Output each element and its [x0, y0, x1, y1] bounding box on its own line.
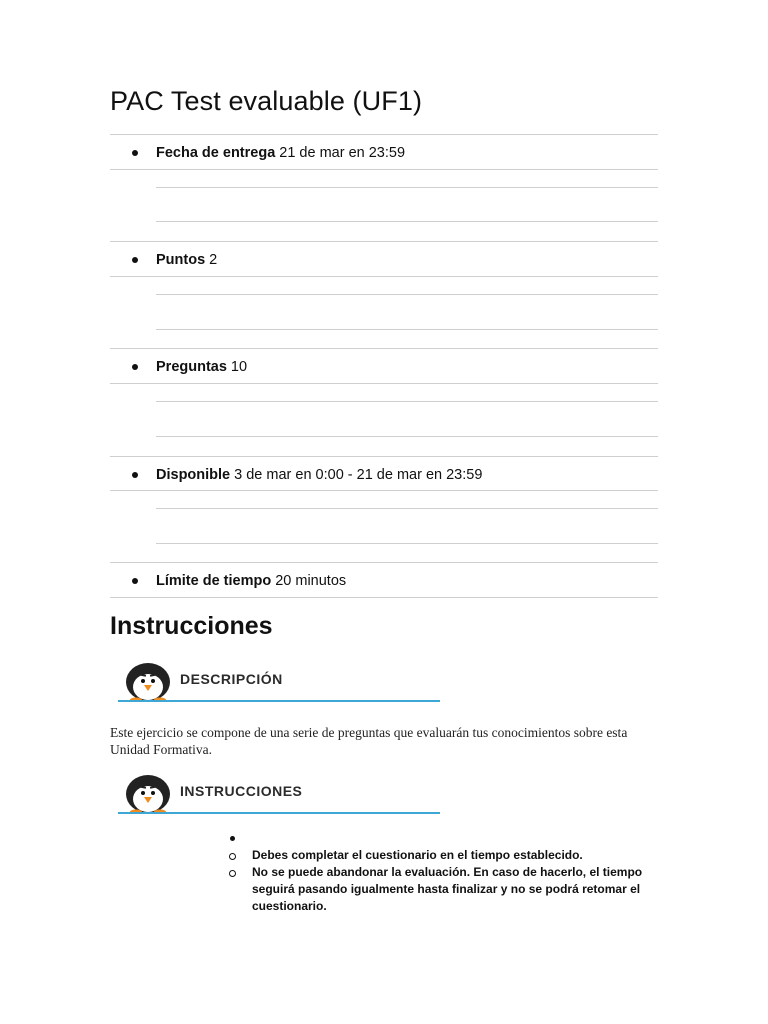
detail-questions — [110, 350, 658, 384]
page-title: PAC Test evaluable (UF1) — [110, 86, 423, 116]
detail-label: Puntos — [156, 252, 206, 268]
detail-value: 21 de mar en 23:59 — [279, 145, 406, 161]
detail-value: 20 minutos — [275, 573, 347, 589]
detail-value: 2 — [209, 252, 218, 268]
bullet-icon — [132, 472, 138, 478]
detail-due-date — [110, 136, 658, 170]
detail-time-limit — [110, 564, 658, 598]
circle-bullet-icon — [229, 853, 236, 860]
instruction-text: Debes completar el cuestionario en el tiempo establecido. — [252, 848, 583, 862]
instructions-heading: Instrucciones — [110, 612, 273, 640]
bullet-icon — [132, 364, 138, 370]
bullet-icon — [230, 836, 235, 841]
banner-label: DESCRIPCIÓN — [180, 671, 283, 687]
divider — [110, 241, 658, 242]
divider — [110, 456, 658, 457]
divider — [156, 543, 658, 544]
list-item — [226, 864, 646, 915]
bullet-icon — [132, 150, 138, 156]
bullet-icon — [132, 257, 138, 263]
divider — [156, 401, 658, 402]
divider — [110, 169, 658, 170]
divider — [156, 221, 658, 222]
detail-value: 3 de mar en 0:00 - 21 de mar en 23:59 — [234, 467, 483, 483]
banner-label: INSTRUCCIONES — [180, 783, 303, 799]
instructions-banner — [118, 768, 440, 814]
divider — [156, 187, 658, 188]
instruction-text: No se puede abandonar la evaluación. En caso de hacerlo, el tiempo seguirá pasando igualmente hasta finalizar y no se podrá retomar el cuestionario. — [252, 865, 643, 913]
bullet-icon — [132, 578, 138, 584]
detail-available — [110, 458, 658, 492]
penguin-icon — [123, 768, 173, 814]
divider — [156, 329, 658, 330]
banner-underline — [118, 700, 440, 702]
instructions-list — [226, 836, 646, 915]
divider — [110, 134, 658, 135]
detail-label: Límite de tiempo — [156, 573, 272, 589]
detail-value: 10 — [230, 359, 248, 375]
divider — [110, 490, 658, 491]
banner-underline — [118, 812, 440, 814]
detail-label: Disponible — [156, 467, 231, 483]
divider — [110, 276, 658, 277]
divider — [110, 597, 658, 598]
divider — [156, 294, 658, 295]
description-text: Este ejercicio se compone de una serie de preguntas que evaluarán tus conocimientos sobre esta Unidad Formativa. — [110, 725, 628, 757]
divider — [156, 508, 658, 509]
description-banner — [118, 656, 440, 702]
list-item — [226, 847, 646, 864]
detail-label: Preguntas — [156, 359, 227, 375]
penguin-icon — [123, 656, 173, 702]
divider — [110, 562, 658, 563]
divider — [110, 383, 658, 384]
detail-points — [110, 243, 658, 277]
detail-label: Fecha de entrega — [156, 145, 276, 161]
divider — [110, 348, 658, 349]
circle-bullet-icon — [229, 870, 236, 877]
divider — [156, 436, 658, 437]
